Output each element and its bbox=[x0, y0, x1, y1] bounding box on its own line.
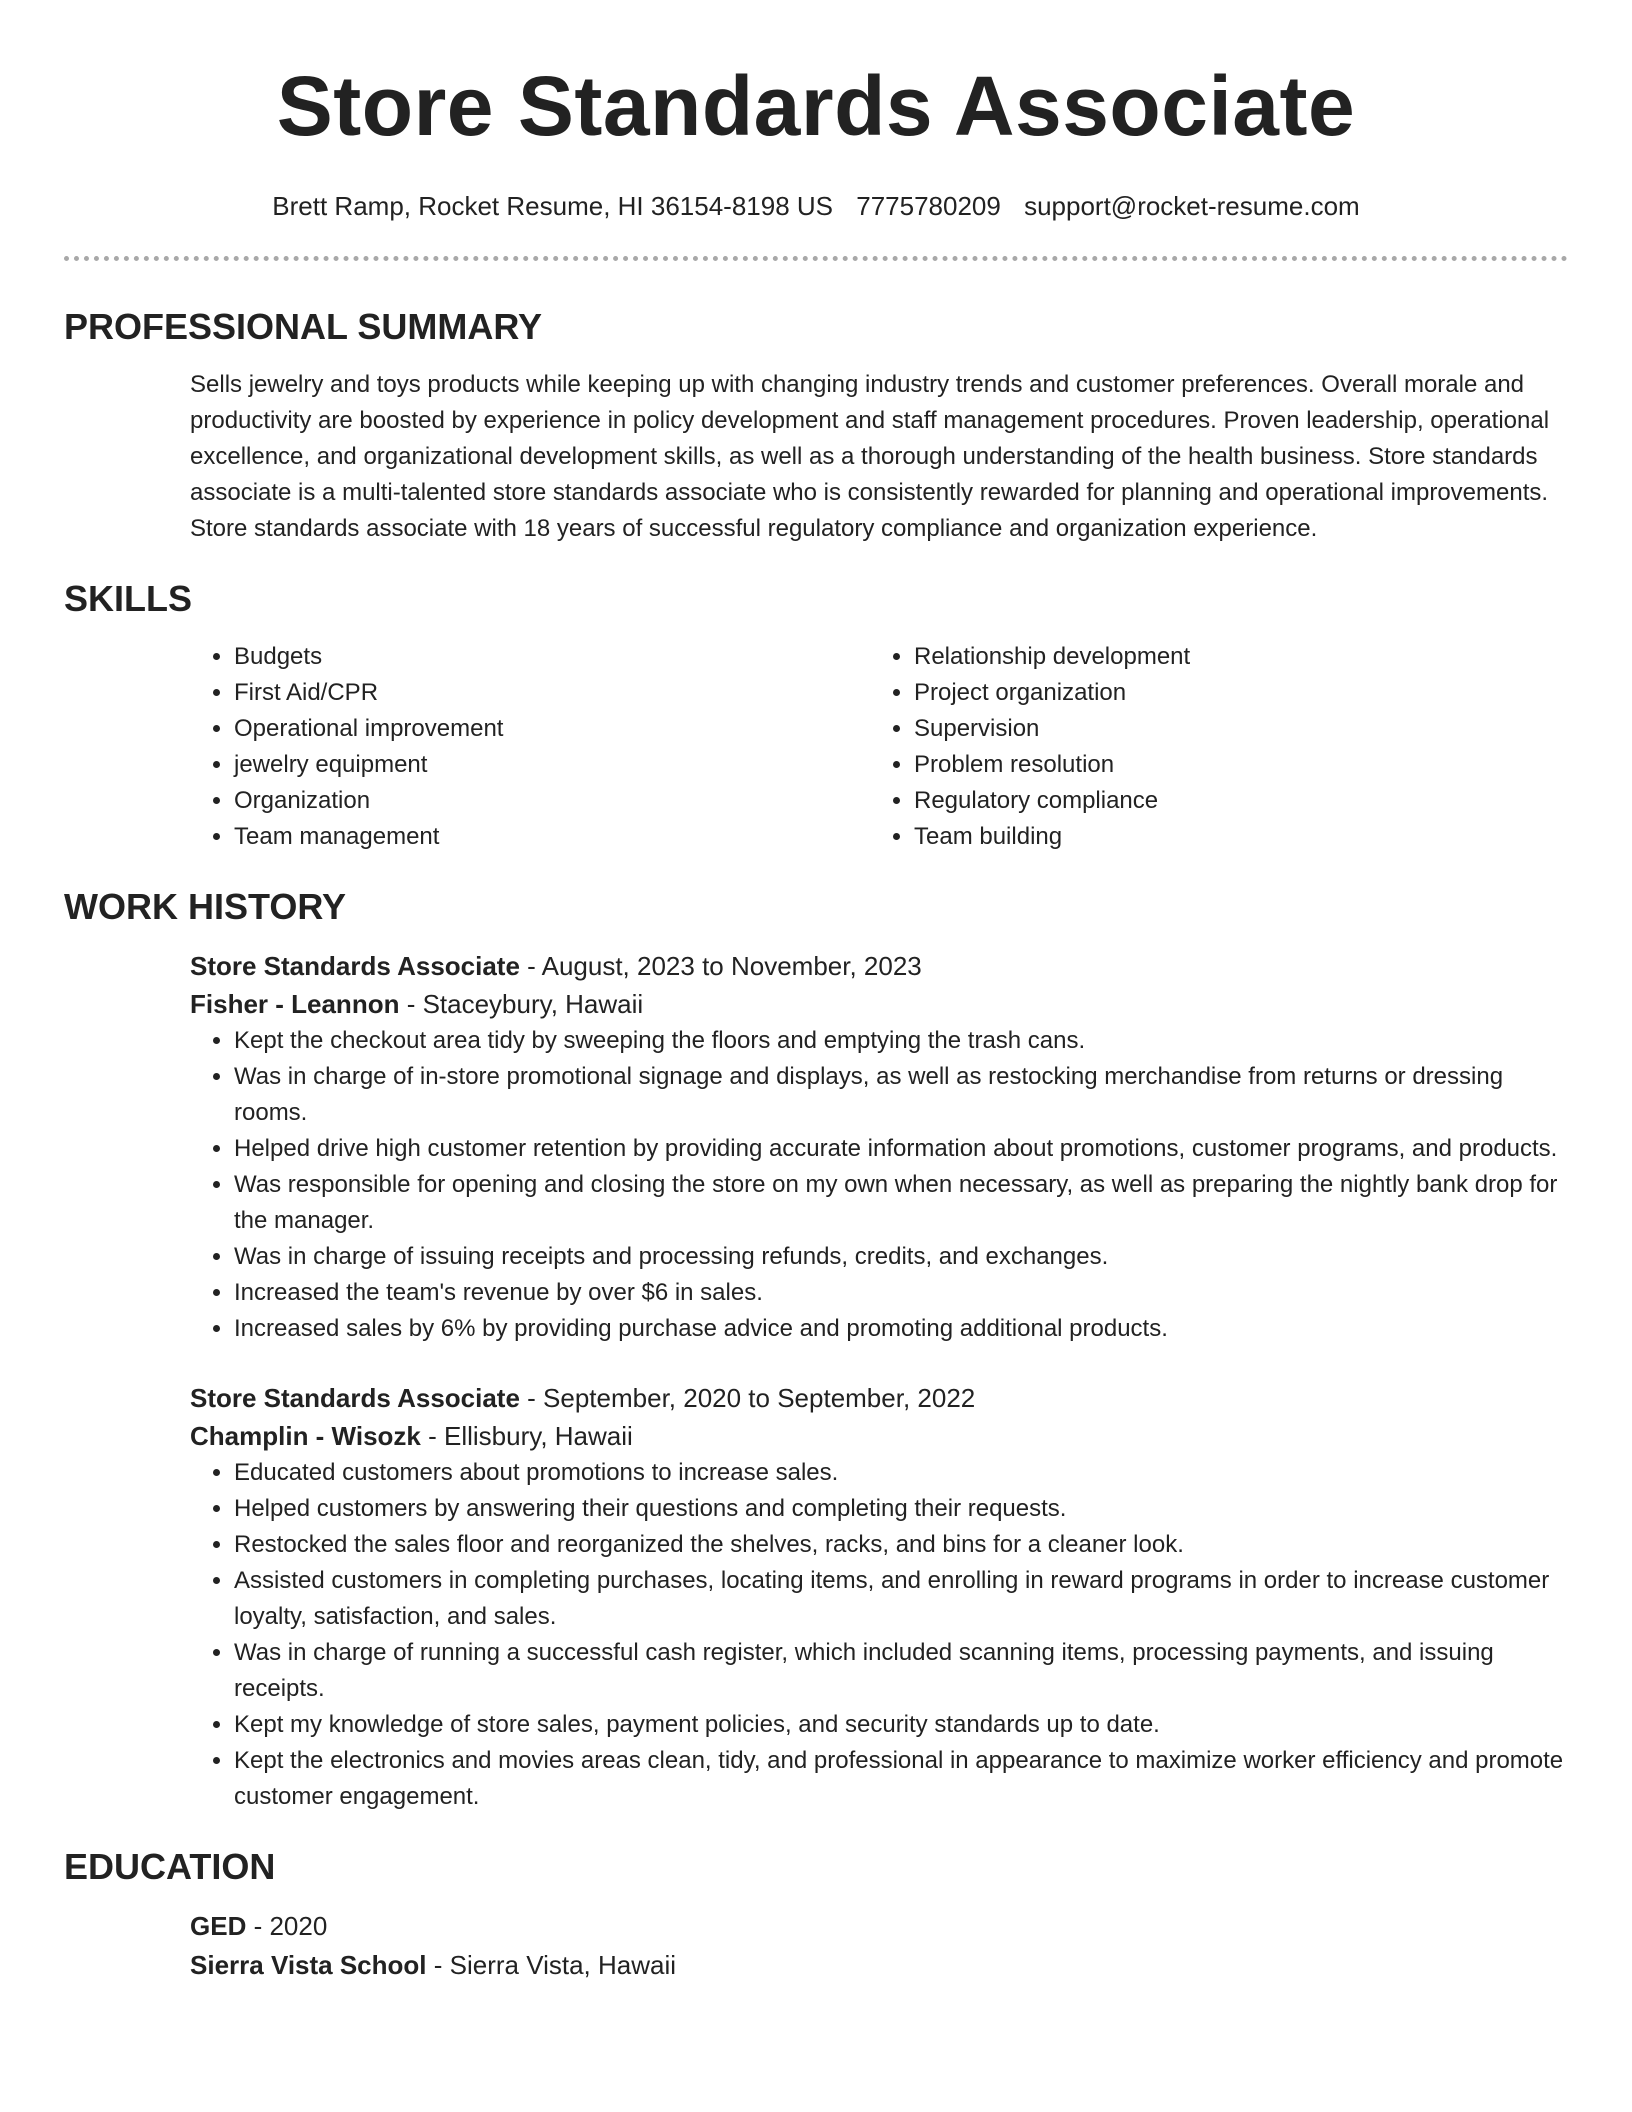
job-bullet: • Educated customers about promotions to increase sales. bbox=[234, 1455, 1568, 1491]
job-company-line bbox=[190, 985, 1568, 1023]
skill-item: • Problem resolution bbox=[914, 747, 1550, 783]
skill-item: • Supervision bbox=[914, 711, 1550, 747]
job-title-line bbox=[190, 1379, 1568, 1417]
skill-item: • Project organization bbox=[914, 675, 1550, 711]
job-bullet: • Was in charge of in-store promotional signage and displays, as well as restocking merchandise from returns or dressing rooms. bbox=[234, 1059, 1568, 1131]
summary-section bbox=[64, 305, 1568, 547]
job-entry bbox=[190, 1379, 1568, 1815]
education-year: - 2020 bbox=[246, 1911, 328, 1941]
job-bullet: • Helped drive high customer retention by providing accurate information about promotions, customer programs, and products. bbox=[234, 1131, 1568, 1167]
job-location: - Ellisbury, Hawaii bbox=[420, 1421, 633, 1451]
education-degree: GED bbox=[190, 1911, 247, 1941]
contact-address: Brett Ramp, Rocket Resume, HI 36154-8198 US bbox=[272, 191, 833, 221]
header-divider bbox=[64, 256, 1568, 261]
education-school: Sierra Vista School bbox=[190, 1950, 427, 1980]
job-location: - Staceybury, Hawaii bbox=[399, 989, 644, 1019]
education-school-line bbox=[190, 1946, 1568, 1985]
contact-phone: 7775780209 bbox=[856, 191, 1001, 221]
job-bullet: • Was responsible for opening and closing the store on my own when necessary, as well as preparing the nightly bank drop for the manager. bbox=[234, 1167, 1568, 1239]
job-company: Fisher - Leannon bbox=[190, 989, 400, 1019]
skill-item: • Operational improvement bbox=[234, 711, 870, 747]
job-title: Store Standards Associate bbox=[190, 1383, 520, 1413]
skill-item: • Team building bbox=[914, 819, 1550, 855]
job-bullet: • Was in charge of issuing receipts and processing refunds, credits, and exchanges. bbox=[234, 1239, 1568, 1275]
job-bullet: • Was in charge of running a successful cash register, which included scanning items, processing payments, and issuing receipts. bbox=[234, 1635, 1568, 1707]
job-dates: - September, 2020 to September, 2022 bbox=[519, 1383, 976, 1413]
skills-section bbox=[64, 577, 1568, 855]
education-section bbox=[64, 1845, 1568, 1985]
job-dates: - August, 2023 to November, 2023 bbox=[519, 951, 922, 981]
job-company-line bbox=[190, 1417, 1568, 1455]
job-title-line bbox=[190, 947, 1568, 985]
skills-list-left bbox=[190, 639, 870, 855]
skills-list-right bbox=[870, 639, 1550, 855]
job-bullet: • Kept my knowledge of store sales, payment policies, and security standards up to date. bbox=[234, 1707, 1568, 1743]
skills-grid bbox=[64, 639, 1568, 855]
education-location: - Sierra Vista, Hawaii bbox=[426, 1950, 677, 1980]
skill-item: • Budgets bbox=[234, 639, 870, 675]
page-title: Store Standards Associate bbox=[276, 59, 1356, 153]
job-bullet: • Increased sales by 6% by providing purchase advice and promoting additional products. bbox=[234, 1311, 1568, 1347]
work-history-heading: WORK HISTORY bbox=[64, 886, 347, 927]
skill-item: • Regulatory compliance bbox=[914, 783, 1550, 819]
job-bullet: • Increased the team's revenue by over $6 in sales. bbox=[234, 1275, 1568, 1311]
job-bullet: • Assisted customers in completing purchases, locating items, and enrolling in reward programs in order to increase customer loyalty, satisfaction, and sales. bbox=[234, 1563, 1568, 1635]
education-heading: EDUCATION bbox=[64, 1846, 276, 1887]
skill-item: • Organization bbox=[234, 783, 870, 819]
resume-header bbox=[64, 0, 1568, 222]
skill-item: • Team management bbox=[234, 819, 870, 855]
job-bullet: • Kept the electronics and movies areas clean, tidy, and professional in appearance to maximize worker efficiency and promote customer engagement. bbox=[234, 1743, 1568, 1815]
summary-heading: PROFESSIONAL SUMMARY bbox=[64, 306, 543, 347]
skill-item: • First Aid/CPR bbox=[234, 675, 870, 711]
job-entry bbox=[190, 947, 1568, 1347]
job-bullets bbox=[190, 1455, 1568, 1815]
summary-text: Sells jewelry and toys products while keeping up with changing industry trends and customer preferences. Overall morale and productivity are boosted by experience in policy development and staff management procedures. Proven leadership, operational excellence, and organizational development skills, as well as a thorough understanding of the health business. Store standards associate is a multi-talented store standards associate who is consistently rewarded for planning and operational improvements. Store standards associate with 18 years of successful regulatory compliance and organization experience. bbox=[190, 371, 1550, 542]
skills-heading: SKILLS bbox=[64, 578, 193, 619]
skill-item: • jewelry equipment bbox=[234, 747, 870, 783]
job-bullet: • Kept the checkout area tidy by sweeping the floors and emptying the trash cans. bbox=[234, 1023, 1568, 1059]
job-bullet: • Restocked the sales floor and reorganized the shelves, racks, and bins for a cleaner look. bbox=[234, 1527, 1568, 1563]
job-bullets bbox=[190, 1023, 1568, 1347]
job-title: Store Standards Associate bbox=[190, 951, 520, 981]
contact-email: support@rocket-resume.com bbox=[1024, 191, 1360, 221]
education-degree-line bbox=[190, 1907, 1568, 1946]
job-company: Champlin - Wisozk bbox=[190, 1421, 421, 1451]
contact-line bbox=[64, 190, 1568, 222]
job-bullet: • Helped customers by answering their questions and completing their requests. bbox=[234, 1491, 1568, 1527]
skill-item: • Relationship development bbox=[914, 639, 1550, 675]
work-history-section bbox=[64, 885, 1568, 1815]
